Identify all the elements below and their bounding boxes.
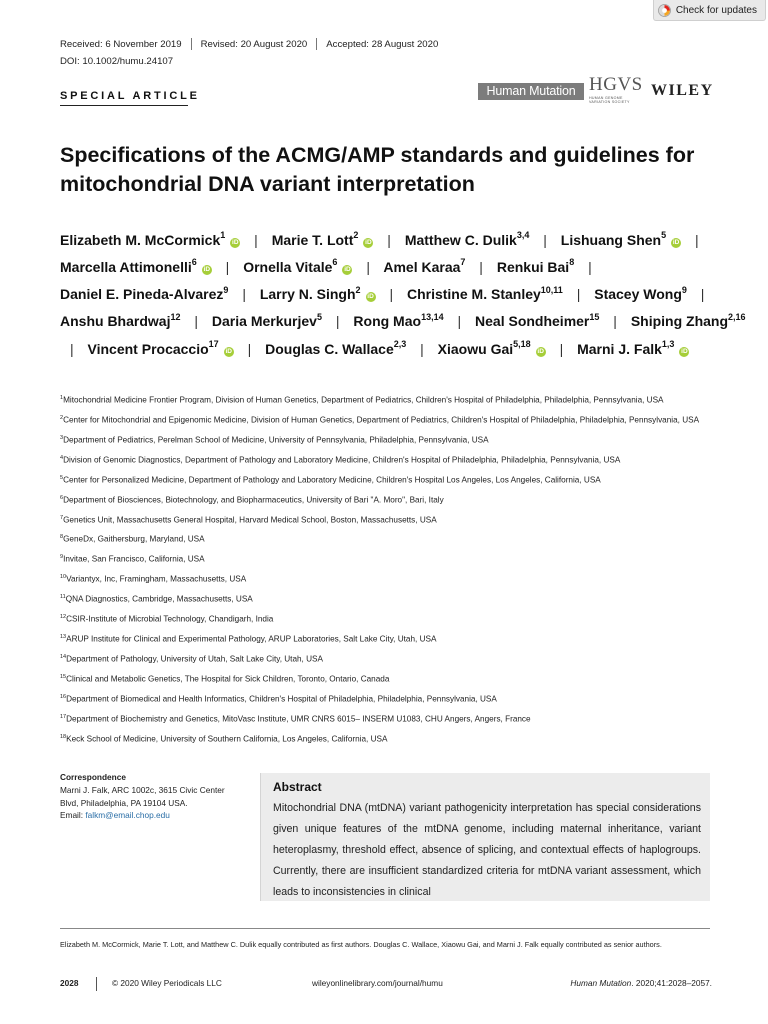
author-name	[561, 232, 681, 248]
author-affiliation-number: 2,16	[728, 311, 746, 322]
author-affiliation-number: 6	[191, 257, 197, 268]
author-name	[260, 286, 376, 302]
affiliation	[60, 532, 710, 546]
affiliation-number: 4	[60, 454, 64, 461]
author-name-text: Larry N. Singh	[259, 286, 356, 303]
author-separator: |	[588, 258, 592, 275]
author-affiliation-number: 3,4	[516, 230, 530, 240]
author-name	[631, 313, 746, 329]
author-name	[594, 286, 687, 302]
author-separator: |	[695, 231, 699, 248]
affiliation-text: Department of Biomedical and Health Informatics, Children's Hospital of Philadelphia, Philadelphia, Pennsylvania, USA	[66, 694, 497, 704]
affiliation	[60, 473, 710, 487]
orcid-icon[interactable]: iD	[367, 293, 374, 301]
author-affiliation-number: 9	[681, 284, 687, 295]
affiliation-number: 1	[60, 395, 64, 401]
author-separator: |	[225, 258, 230, 275]
author-name	[353, 313, 443, 329]
author-separator: |	[335, 313, 340, 330]
affiliation-list	[60, 393, 710, 752]
email-label: Email:	[60, 810, 86, 821]
accepted-date: Accepted: 28 August 2020	[326, 38, 439, 50]
author-affiliation-number: 8	[569, 257, 575, 268]
hgvs-logo-subtitle: HUMAN GENOME VARIATION SOCIETY	[589, 96, 630, 104]
affiliation-text: Center for Mitochondrial and Epigenomic Medicine, Division of Human Genetics, Department of Pediatrics, Children's Hospital of Philadelphia, Philadelphia, Pennsylvania, USA	[63, 415, 700, 425]
affiliation	[60, 592, 710, 606]
affiliation-text: Center for Personalized Medicine, Department of Pathology and Laboratory Medicine, Children's Hospital Los Angeles, Los Angeles, California, USA	[63, 475, 601, 485]
affiliation-text: CSIR-Institute of Microbial Technology, Chandigarh, India	[66, 614, 274, 624]
author-separator: |	[559, 340, 564, 357]
affiliation	[60, 612, 710, 626]
affiliation-number: 3	[60, 434, 64, 441]
orcid-icon[interactable]: iD	[232, 238, 239, 246]
affiliation-number: 18	[60, 733, 67, 740]
page-number: 2028	[60, 978, 79, 988]
author-name-text: Amel Karaa	[383, 258, 461, 275]
hgvs-logo	[589, 76, 645, 108]
orcid-icon[interactable]: iD	[681, 347, 688, 355]
author-separator: |	[700, 286, 705, 303]
abstract-box	[260, 773, 710, 901]
affiliation-number: 2	[60, 414, 64, 421]
affiliation-text: Department of Pediatrics, Perelman School of Medicine, University of Pennsylvania, Philadelphia, Pennsylvania, USA	[63, 435, 489, 445]
affiliation-text: Invitae, San Francisco, California, USA	[63, 555, 205, 565]
affiliation-text: Division of Genomic Diagnostics, Department of Pathology and Laboratory Medicine, Children's Hospital of Philadelphia, Philadelphia, Pennsylvania, USA	[63, 455, 621, 465]
affiliation-text: Clinical and Metabolic Genetics, The Hospital for Sick Children, Toronto, Ontario, Canada	[66, 674, 390, 684]
author-separator: |	[242, 286, 246, 303]
correspondence-heading: Correspondence	[60, 772, 126, 782]
author-name	[60, 232, 240, 248]
author-name-text: Xiaowu Gai	[437, 340, 514, 357]
author-affiliation-number: 9	[223, 284, 229, 295]
journal-url[interactable]: wileyonlinelibrary.com/journal/humu	[312, 978, 443, 988]
abstract-text: Mitochondrial DNA (mtDNA) variant pathogenicity interpretation has special considerations given unique features of the mtDNA genome, including maternal inheritance, variant heteroplasmy, threshold effect, absence of splicing, and contextual effects of haplogroups. Currently, there are insufficient standardized criteria for mtDNA variant assessment, which leads to inconsistencies in clinical	[273, 802, 701, 898]
author-name-text: Shiping Zhang	[630, 313, 729, 330]
author-name	[407, 286, 563, 302]
author-name	[577, 341, 689, 357]
author-name	[88, 341, 234, 357]
affiliation	[60, 413, 710, 427]
author-affiliation-number: 2	[353, 230, 359, 240]
footer-divider	[96, 977, 97, 991]
affiliation	[60, 732, 710, 746]
author-affiliation-number: 1,3	[661, 339, 675, 349]
author-name-text: Christine M. Stanley	[406, 286, 541, 303]
author-separator: |	[387, 231, 391, 248]
journal-logo: Human Mutation	[478, 83, 584, 100]
author-name	[383, 259, 465, 275]
affiliation-number: 13	[60, 634, 67, 641]
author-affiliation-number: 1	[220, 230, 226, 240]
author-name	[212, 313, 322, 329]
author-name	[438, 341, 546, 357]
author-affiliation-number: 5,18	[513, 339, 531, 349]
author-name	[475, 313, 599, 329]
author-separator: |	[70, 340, 74, 357]
author-name-text: Elizabeth M. McCormick	[60, 231, 221, 248]
check-updates-icon	[658, 4, 671, 17]
author-name-text: Vincent Procaccio	[87, 340, 209, 357]
affiliation-text: Department of Biosciences, Biotechnology, and Biopharmaceutics, University of Bari "A. Moro", Bari, Italy	[63, 495, 444, 505]
affiliation	[60, 712, 710, 726]
affiliation	[60, 552, 710, 566]
affiliation-number: 14	[60, 653, 67, 660]
author-name-text: Marcella Attimonelli	[60, 258, 192, 275]
author-name-text: Marie T. Lott	[271, 231, 354, 248]
author-name-text: Daniel E. Pineda-Alvarez	[60, 286, 224, 303]
author-name	[272, 232, 374, 248]
affiliation-number: 15	[60, 673, 67, 680]
correspondence-address-line2: Blvd, Philadelphia, PA 19104 USA.	[60, 797, 188, 808]
affiliation-text: Department of Biochemistry and Genetics, MitoVasc Institute, UMR CNRS 6015– INSERM U1083, CHU Angers, Angers, France	[66, 714, 531, 724]
author-name-text: Douglas C. Wallace	[265, 340, 394, 357]
affiliation-number: 7	[60, 514, 64, 521]
check-updates-label: Check for updates	[675, 4, 757, 16]
page-footer	[60, 978, 712, 992]
orcid-icon[interactable]: iD	[672, 238, 680, 246]
author-name-text: Matthew C. Dulik	[404, 231, 517, 248]
author-affiliation-number: 15	[589, 311, 600, 322]
author-name	[405, 232, 530, 248]
author-separator: |	[194, 313, 199, 330]
hgvs-logo-text: HGVS	[589, 74, 643, 95]
author-affiliation-number: 17	[208, 339, 219, 349]
orcid-icon[interactable]: iD	[365, 238, 372, 246]
author-separator: |	[247, 340, 252, 357]
affiliation	[60, 652, 710, 666]
affiliation-number: 9	[60, 554, 64, 561]
author-affiliation-number: 5	[316, 311, 322, 322]
author-separator: |	[389, 286, 394, 303]
orcid-icon[interactable]: iD	[225, 347, 232, 355]
author-name-text: Neal Sondheimer	[475, 313, 590, 330]
doi: DOI: 10.1002/humu.24107	[60, 56, 174, 67]
author-name-text: Rong Mao	[353, 313, 422, 330]
author-separator: |	[366, 258, 370, 275]
correspondence-email-line	[60, 809, 260, 822]
affiliation-text: ARUP Institute for Clinical and Experimental Pathology, ARUP Laboratories, Salt Lake City, Utah, USA	[66, 634, 437, 644]
affiliation	[60, 493, 710, 507]
affiliation	[60, 672, 710, 686]
received-date: Received: 6 November 2019	[60, 38, 182, 50]
orcid-icon[interactable]: iD	[203, 265, 211, 273]
abstract-heading: Abstract	[273, 780, 322, 794]
affiliation-text: Department of Pathology, University of Utah, Salt Lake City, Utah, USA	[66, 654, 323, 664]
affiliation-number: 16	[60, 693, 67, 700]
citation-journal: Human Mutation	[570, 978, 632, 988]
author-name	[60, 313, 180, 329]
footnote: Elizabeth M. McCormick, Marie T. Lott, and Matthew C. Dulik equally contributed as first authors. Douglas C. Wallace, Xiaowu Gai, and Marni J. Falk equally contributed as senior authors.	[60, 940, 662, 949]
author-name-text: Stacey Wong	[594, 286, 682, 303]
affiliation-text: Mitochondrial Medicine Frontier Program, Division of Human Genetics, Department of Pediatrics, Children's Hospital of Philadelphia, Philadelphia, Pennsylvania, USA	[63, 395, 664, 405]
article-dates	[60, 38, 438, 50]
correspondence	[60, 771, 260, 822]
author-name-text: Marni J. Falk	[577, 340, 662, 357]
citation	[570, 978, 712, 988]
author-separator: |	[576, 286, 581, 303]
author-separator: |	[420, 340, 424, 357]
affiliation-number: 11	[60, 594, 66, 601]
author-affiliation-number: 2	[355, 284, 361, 295]
affiliation-number: 8	[60, 534, 64, 541]
author-name-text: Ornella Vitale	[243, 258, 333, 275]
author-name	[243, 259, 352, 275]
affiliation	[60, 692, 710, 706]
citation-details: . 2020;41:2028–2057.	[631, 978, 712, 988]
author-affiliation-number: 6	[332, 257, 338, 268]
author-separator: |	[479, 258, 483, 275]
affiliation-number: 17	[60, 713, 67, 720]
author-name-text: Daria Merkurjev	[211, 313, 317, 330]
affiliation-number: 5	[60, 474, 64, 481]
author-name	[60, 259, 212, 275]
orcid-icon[interactable]: iD	[537, 347, 544, 355]
affiliation	[60, 393, 710, 407]
author-separator: |	[254, 231, 258, 248]
affiliation	[60, 632, 710, 646]
correspondence-address-line1: Marni J. Falk, ARC 1002c, 3615 Civic Center	[60, 784, 225, 795]
author-list	[60, 225, 750, 361]
affiliation-text: GeneDx, Gaithersburg, Maryland, USA	[63, 535, 205, 545]
article-type: SPECIAL ARTICLE	[60, 90, 200, 102]
affiliation-text: Variantyx, Inc, Framingham, Massachusetts, USA	[66, 575, 247, 585]
author-affiliation-number: 10,11	[540, 284, 563, 295]
author-separator: |	[613, 313, 617, 330]
copyright: © 2020 Wiley Periodicals LLC	[112, 978, 222, 988]
affiliation	[60, 433, 710, 447]
article-type-underline	[60, 105, 188, 106]
affiliation	[60, 453, 710, 467]
orcid-icon[interactable]: iD	[344, 265, 351, 273]
footnote-divider	[60, 928, 710, 929]
author-name	[497, 259, 574, 275]
check-for-updates-button[interactable]	[653, 0, 766, 21]
affiliation-text: QNA Diagnostics, Cambridge, Massachusetts, USA	[65, 594, 253, 604]
affiliation	[60, 572, 710, 586]
divider	[191, 38, 192, 50]
affiliation-text: Genetics Unit, Massachusetts General Hospital, Harvard Medical School, Boston, Massachusetts, USA	[63, 515, 437, 525]
affiliation-text: Keck School of Medicine, University of Southern California, Los Angeles, California, USA	[66, 734, 388, 744]
author-name-text: Renkui Bai	[496, 258, 570, 275]
author-separator: |	[543, 231, 547, 248]
author-separator: |	[457, 313, 462, 330]
author-affiliation-number: 5	[661, 230, 667, 240]
article-title: Specifications of the ACMG/AMP standards and guidelines for mitochondrial DNA variant interpretation	[60, 143, 695, 196]
author-affiliation-number: 7	[460, 257, 466, 268]
author-name-text: Anshu Bhardwaj	[60, 313, 171, 330]
affiliation-number: 12	[60, 614, 67, 621]
author-name	[60, 286, 228, 302]
author-name	[265, 341, 406, 357]
email-link[interactable]: falkm@email.chop.edu	[85, 810, 170, 821]
author-affiliation-number: 13,14	[421, 311, 444, 322]
affiliation	[60, 513, 710, 527]
author-name-text: Lishuang Shen	[560, 231, 662, 248]
publisher-logo: WILEY	[651, 82, 714, 99]
revised-date: Revised: 20 August 2020	[200, 38, 308, 50]
divider	[316, 38, 317, 50]
author-affiliation-number: 2,3	[393, 339, 407, 349]
affiliation-number: 10	[60, 574, 67, 581]
author-affiliation-number: 12	[170, 311, 181, 322]
affiliation-number: 6	[60, 494, 64, 501]
